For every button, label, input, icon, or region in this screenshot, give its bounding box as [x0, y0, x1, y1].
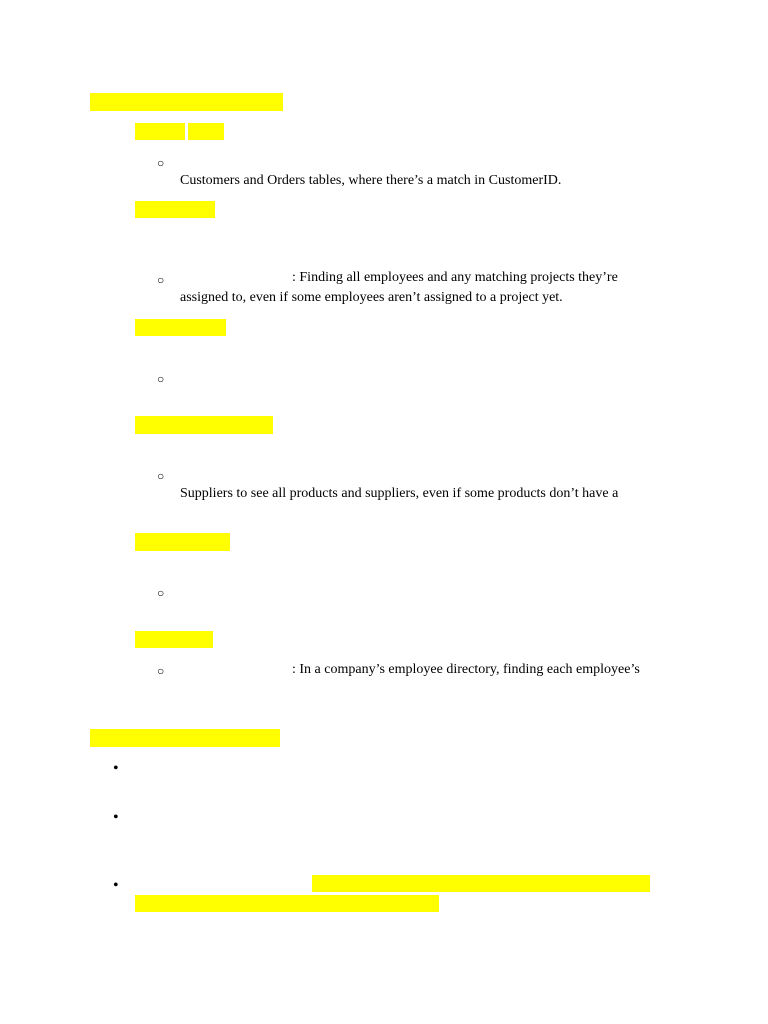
join-type-label-highlight: [135, 631, 213, 648]
hollow-bullet: ○: [157, 469, 165, 483]
filled-bullet: •: [113, 877, 119, 894]
hollow-bullet: ○: [157, 156, 165, 170]
join-type-label-highlight: [188, 123, 224, 140]
filled-bullet: •: [113, 760, 119, 777]
hollow-bullet: ○: [157, 664, 165, 678]
example-text: Customers and Orders tables, where there’s a match in CustomerID.: [180, 173, 562, 188]
example-text: Suppliers to see all products and suppliers, even if some products don’t have a: [180, 486, 619, 501]
join-type-label-highlight: [135, 123, 185, 140]
hollow-bullet: ○: [157, 273, 165, 287]
join-type-label-highlight: [135, 201, 215, 218]
example-text: assigned to, even if some employees aren’t assigned to a project yet.: [180, 290, 563, 305]
text-highlight: [312, 875, 650, 892]
join-type-label-highlight: [135, 319, 226, 336]
hollow-bullet: ○: [157, 372, 165, 386]
section-heading-highlight: [90, 93, 283, 111]
join-type-label-highlight: [135, 533, 230, 551]
section-heading-highlight: [90, 729, 280, 747]
hollow-bullet: ○: [157, 586, 165, 600]
text-highlight: [135, 895, 439, 912]
filled-bullet: •: [113, 809, 119, 826]
example-text: : Finding all employees and any matching projects they’re: [292, 270, 618, 285]
example-text: : In a company’s employee directory, finding each employee’s: [292, 662, 640, 677]
join-type-label-highlight: [135, 416, 273, 434]
